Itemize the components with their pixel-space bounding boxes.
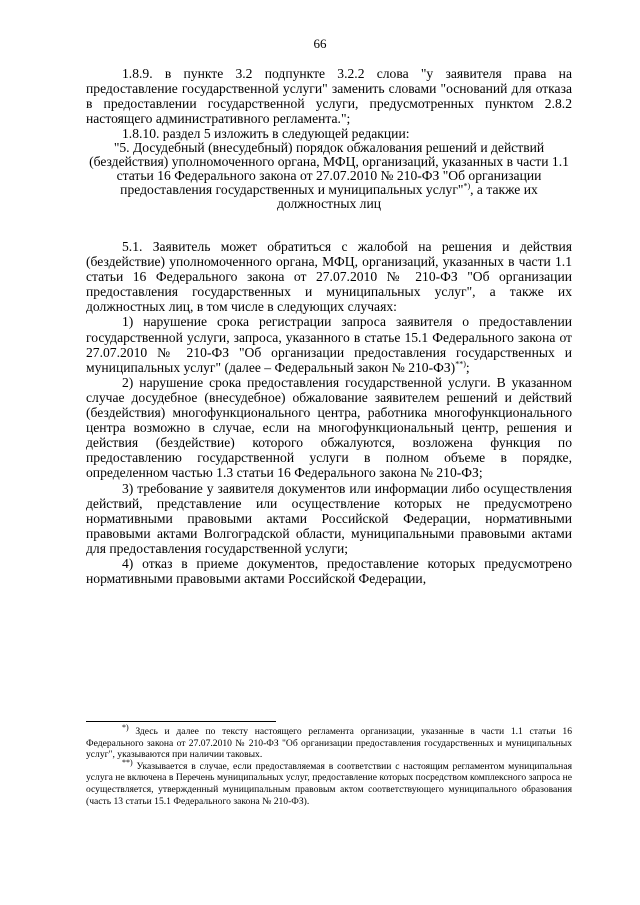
footnote-ref-2: **) (455, 359, 466, 369)
list-item-2: 2) нарушение срока предоставления государственной услуги. В указанном случае досудебное (внесудебное) обжалование заявителем решений и действий (бездействия) многофункционального центра, работника многофункционального центра возможно в случае, если на многофункциональный центр, решения и действия (бездействие) которого обжалуются, возложена функция по предоставлению государственной услуги в полном объеме в порядке, определенном частью 1.3 статьи 16 Федерального закона № 210-ФЗ; (86, 374, 572, 481)
footnote-1-mark: *) (122, 722, 129, 732)
footnote-2 (86, 757, 572, 807)
footnote-2-mark: **) (122, 757, 133, 767)
list-item-1-text: 1) нарушение срока регистрации запроса заявителя о предоставлении государственной услуги, запроса, указанного в статье 15.1 Федерального закона от 27.07.2010 № 210-ФЗ "Об организации предоставления государственных и муниципальных услуг" (далее – Федеральный закон № 210-ФЗ) (86, 314, 572, 375)
footnotes (86, 722, 572, 807)
footnote-ref-1: *) (463, 181, 471, 191)
paragraph-1-8-9: 1.8.9. в пункте 3.2 подпункте 3.2.2 слова "у заявителя права на предоставление государственной услуги" заменить словами "оснований для отказа в предоставлении государственной услуги, предусмотренных пунктом 2.8.2 настоящего административного регламента."; (86, 66, 572, 127)
section-5-title-text: "5. Досудебный (внесудебный) порядок обжалования решений и действий (бездействия) уполномоченного органа, МФЦ, организаций, указанных в части 1.1 статьи 16 Федерального закона от 27.07.2010 № 210-ФЗ "Об организации предоставления государственных и муниципальных услуг" (89, 140, 569, 198)
list-item-3: 3) требование у заявителя документов или информации либо осуществления действий, представление или осуществление которых не предусмотрено нормативными правовыми актами Российской Федерации, нормативными правовыми актами Волгоградской области, муниципальными правовыми актами для предоставления государственной услуги; (86, 480, 572, 556)
list-item-1 (86, 314, 572, 374)
section-5-title (86, 141, 572, 211)
section-5-title-tail: , а также их должностных лиц (276, 182, 538, 212)
body-text-main (86, 239, 572, 586)
footnote-1-text: Здесь и далее по тексту настоящего регламента организации, указанные в части 1.1 статьи 16 Федерального закона от 27.07.2010 № 210-ФЗ "Об организации предоставления государственных и муниципальных услуг", указываются при наличии таковых. (86, 726, 572, 761)
paragraph-1-8-10: 1.8.10. раздел 5 изложить в следующей редакции: (122, 126, 410, 142)
footnote-separator (86, 721, 276, 722)
body-text-top (86, 66, 572, 211)
footnote-1 (86, 722, 572, 761)
page-number: 66 (313, 36, 327, 51)
footnote-2-text: Указывается в случае, если предоставляемая в соответствии с настоящим регламентом муниципальная услуга не включена в Перечень муниципальных услуг, предоставление которых посредством комплексного запроса не осуществляется, утвержденный муниципальным правовым актом соответствующего муниципального образования (часть 13 статьи 15.1 Федерального закона № 210-ФЗ). (86, 760, 572, 807)
list-item-1-tail: ; (465, 359, 470, 375)
paragraph-5-1: 5.1. Заявитель может обратиться с жалобой на решения и действия (бездействие) уполномоченного органа, МФЦ, организаций, указанных в части 1.1 статьи 16 Федерального закона от 27.07.2010 № 210-ФЗ "Об организации предоставления государственных и муниципальных услуг", а также их должностных лиц, в том числе в следующих случаях: (86, 239, 572, 315)
list-item-4: 4) отказ в приеме документов, предоставление которых предусмотрено нормативными правовыми актами Российской Федерации, (86, 555, 572, 587)
